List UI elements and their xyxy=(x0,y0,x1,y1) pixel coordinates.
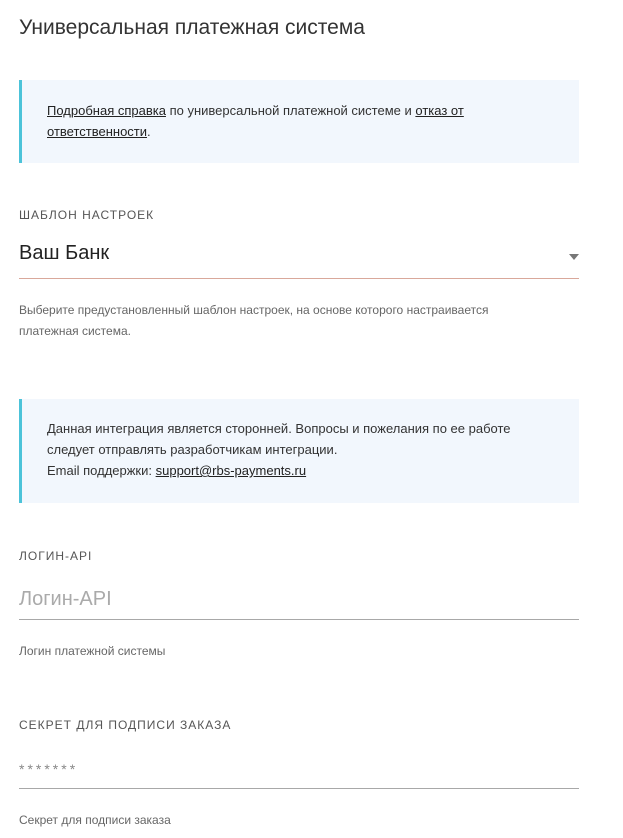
secret-help: Секрет для подписи заказа xyxy=(19,813,171,827)
template-select[interactable] xyxy=(19,232,579,279)
login-api-input[interactable] xyxy=(19,580,579,620)
help-notice-period: . xyxy=(147,124,151,139)
template-select-value: Ваш Банк xyxy=(19,242,110,264)
detailed-help-link[interactable]: Подробная справка xyxy=(47,103,166,118)
support-email-line xyxy=(47,460,559,481)
login-api-label: ЛОГИН-API xyxy=(19,549,93,563)
support-email-link[interactable]: support@rbs-payments.ru xyxy=(155,463,307,478)
chevron-down-icon xyxy=(569,254,579,260)
page-title: Универсальная платежная система xyxy=(19,16,365,39)
template-help: Выберите предустановленный шаблон настроек, на основе которого настраивается платежная система. xyxy=(19,303,489,338)
support-email-prefix: Email поддержки: xyxy=(47,463,156,478)
template-label: ШАБЛОН НАСТРОЕК xyxy=(19,208,155,222)
secret-input[interactable] xyxy=(19,749,579,789)
help-notice xyxy=(19,80,579,163)
help-notice-text: по универсальной платежной системе и xyxy=(165,103,416,118)
disclaimer-link[interactable]: отказ от ответственности xyxy=(47,103,464,139)
thirdparty-notice xyxy=(19,399,579,503)
secret-label: СЕКРЕТ ДЛЯ ПОДПИСИ ЗАКАЗА xyxy=(19,718,232,732)
thirdparty-notice-text: Данная интеграция является сторонней. Вопросы и пожелания по ее работе следует отправлять разработчикам интеграции. xyxy=(47,421,511,457)
login-api-help: Логин платежной системы xyxy=(19,644,166,658)
